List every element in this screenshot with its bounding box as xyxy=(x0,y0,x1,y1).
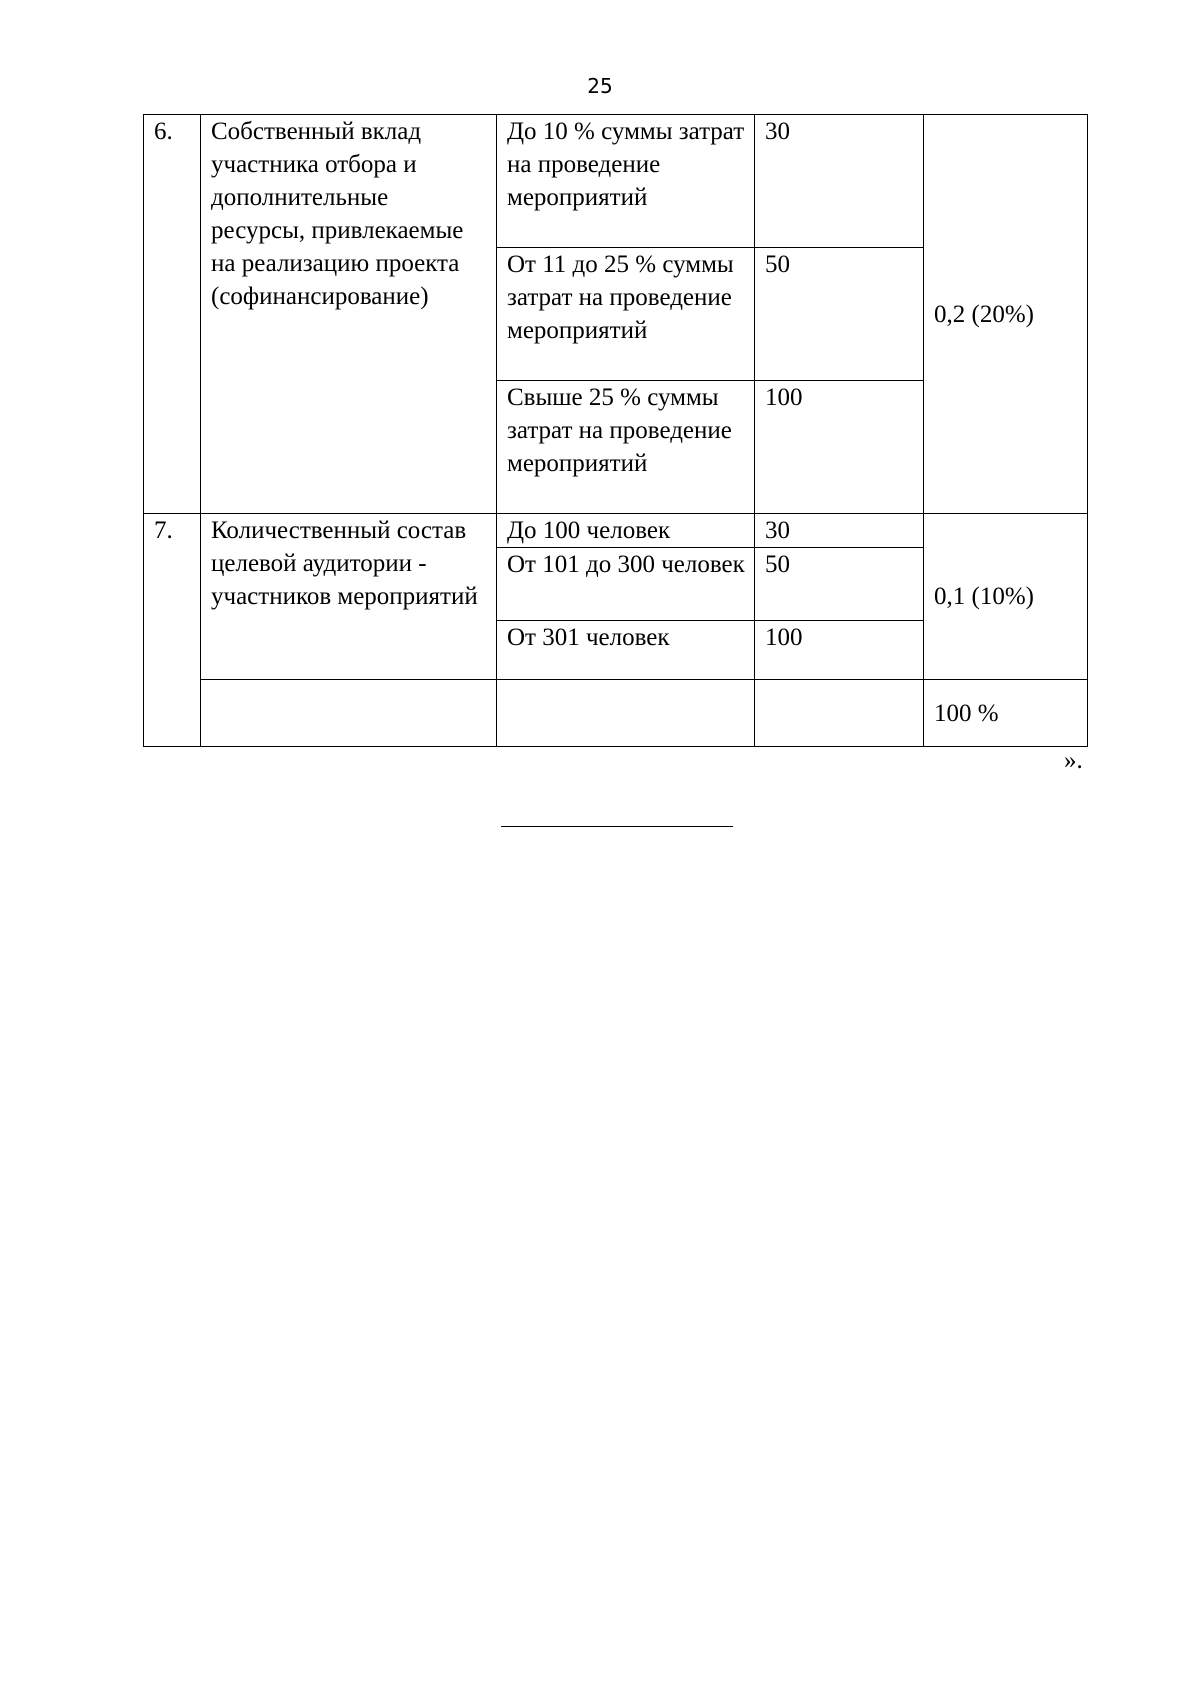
criterion-condition: До 10 % суммы затрат на проведение мероприятий xyxy=(497,115,755,248)
criterion-condition: От 11 до 25 % суммы затрат на проведение мероприятий xyxy=(497,248,755,381)
criterion-score: 100 xyxy=(755,381,924,514)
criterion-name: Количественный состав целевой аудитории - участников мероприятий xyxy=(201,514,497,680)
criterion-condition: От 301 человек xyxy=(497,621,755,680)
criterion-number: 7. xyxy=(144,514,201,747)
criterion-score: 50 xyxy=(755,548,924,621)
criterion-condition: До 100 человек xyxy=(497,514,755,548)
total-empty-cell xyxy=(201,680,497,747)
criterion-condition: От 101 до 300 человек xyxy=(497,548,755,621)
criterion-number: 6. xyxy=(144,115,201,514)
criterion-score: 100 xyxy=(755,621,924,680)
total-empty-cell xyxy=(497,680,755,747)
table-row xyxy=(144,115,1088,248)
criterion-score: 30 xyxy=(755,115,924,248)
criterion-condition: Свыше 25 % суммы затрат на проведение мероприятий xyxy=(497,381,755,514)
total-row xyxy=(144,680,1088,747)
closing-quote-mark: ». xyxy=(1064,747,1083,774)
total-weight: 100 % xyxy=(924,680,1088,747)
criterion-score: 30 xyxy=(755,514,924,548)
criterion-weight: 0,1 (10%) xyxy=(924,514,1088,680)
page-number: 25 xyxy=(587,74,613,98)
end-divider-line xyxy=(501,826,733,827)
table-row xyxy=(144,514,1088,548)
criterion-weight: 0,2 (20%) xyxy=(924,115,1088,514)
criterion-name: Собственный вклад участника отбора и дополнительные ресурсы, привлекаемые на реализацию проекта (софинансирование) xyxy=(201,115,497,514)
criteria-table xyxy=(143,114,1088,747)
total-empty-cell xyxy=(755,680,924,747)
criterion-score: 50 xyxy=(755,248,924,381)
